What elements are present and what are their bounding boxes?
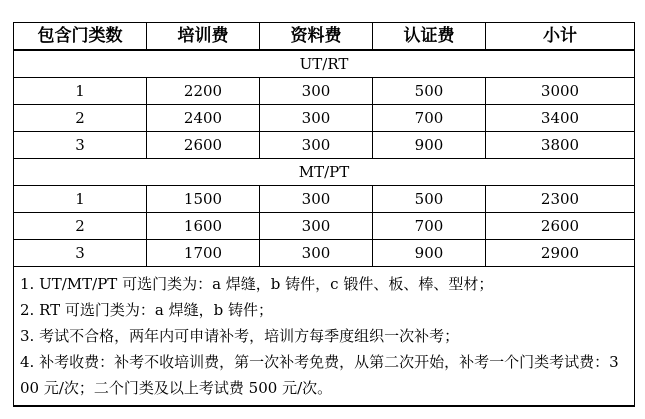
- note-2: 2. RT 可选门类为：a 焊缝，b 铸件；: [20, 301, 273, 319]
- table-row: [14, 132, 635, 159]
- group-title-row: [14, 50, 635, 78]
- group-title-mt-pt: MT/PT: [14, 159, 635, 186]
- table-cell: 3400: [486, 105, 635, 132]
- table-cell: 300: [260, 213, 373, 240]
- fee-table: [13, 22, 635, 407]
- table-cell: 900: [373, 132, 486, 159]
- table-cell: 500: [373, 186, 486, 213]
- table-cell: 300: [260, 240, 373, 267]
- table-cell: 300: [260, 105, 373, 132]
- table-cell: 300: [260, 78, 373, 105]
- table-cell: 700: [373, 105, 486, 132]
- header-row: [14, 23, 635, 51]
- header-material-fee: 资料费: [260, 23, 373, 51]
- table-row: [14, 213, 635, 240]
- table-cell: 700: [373, 213, 486, 240]
- table-row: [14, 78, 635, 105]
- header-training-fee: 培训费: [147, 23, 260, 51]
- notes-cell: [14, 267, 635, 407]
- header-certification-fee: 认证费: [373, 23, 486, 51]
- table-cell: 2: [14, 213, 147, 240]
- table-cell: 900: [373, 240, 486, 267]
- table-cell: 3: [14, 132, 147, 159]
- notes-row: [14, 267, 635, 407]
- header-category-count: 包含门类数: [14, 23, 147, 51]
- header-subtotal: 小计: [486, 23, 635, 51]
- table-cell: 2600: [147, 132, 260, 159]
- table-cell: 2400: [147, 105, 260, 132]
- table-cell: 1700: [147, 240, 260, 267]
- table-row: [14, 186, 635, 213]
- table-cell: 1600: [147, 213, 260, 240]
- table-cell: 2300: [486, 186, 635, 213]
- table-row: [14, 240, 635, 267]
- note-4: 4. 补考收费：补考不收培训费，第一次补考免费，从第二次开始，补考一个门类考试费：300 元/次；二个门类及以上考试费 500 元/次。: [20, 353, 619, 397]
- note-3: 3. 考试不合格，两年内可申请补考，培训方每季度组织一次补考；: [20, 327, 460, 345]
- table-cell: 1500: [147, 186, 260, 213]
- group-title-row: [14, 159, 635, 186]
- table-cell: 3: [14, 240, 147, 267]
- table-cell: 2200: [147, 78, 260, 105]
- table-cell: 1: [14, 186, 147, 213]
- table-cell: 2600: [486, 213, 635, 240]
- table-cell: 2900: [486, 240, 635, 267]
- group-title-ut-rt: UT/RT: [14, 50, 635, 78]
- table-cell: 2: [14, 105, 147, 132]
- table-cell: 3000: [486, 78, 635, 105]
- table-cell: 500: [373, 78, 486, 105]
- note-1: 1. UT/MT/PT 可选门类为：a 焊缝，b 铸件，c 锻件、板、棒、型材；: [20, 275, 494, 293]
- table-cell: 3800: [486, 132, 635, 159]
- table-cell: 300: [260, 132, 373, 159]
- table-cell: 300: [260, 186, 373, 213]
- table-cell: 1: [14, 78, 147, 105]
- table-row: [14, 105, 635, 132]
